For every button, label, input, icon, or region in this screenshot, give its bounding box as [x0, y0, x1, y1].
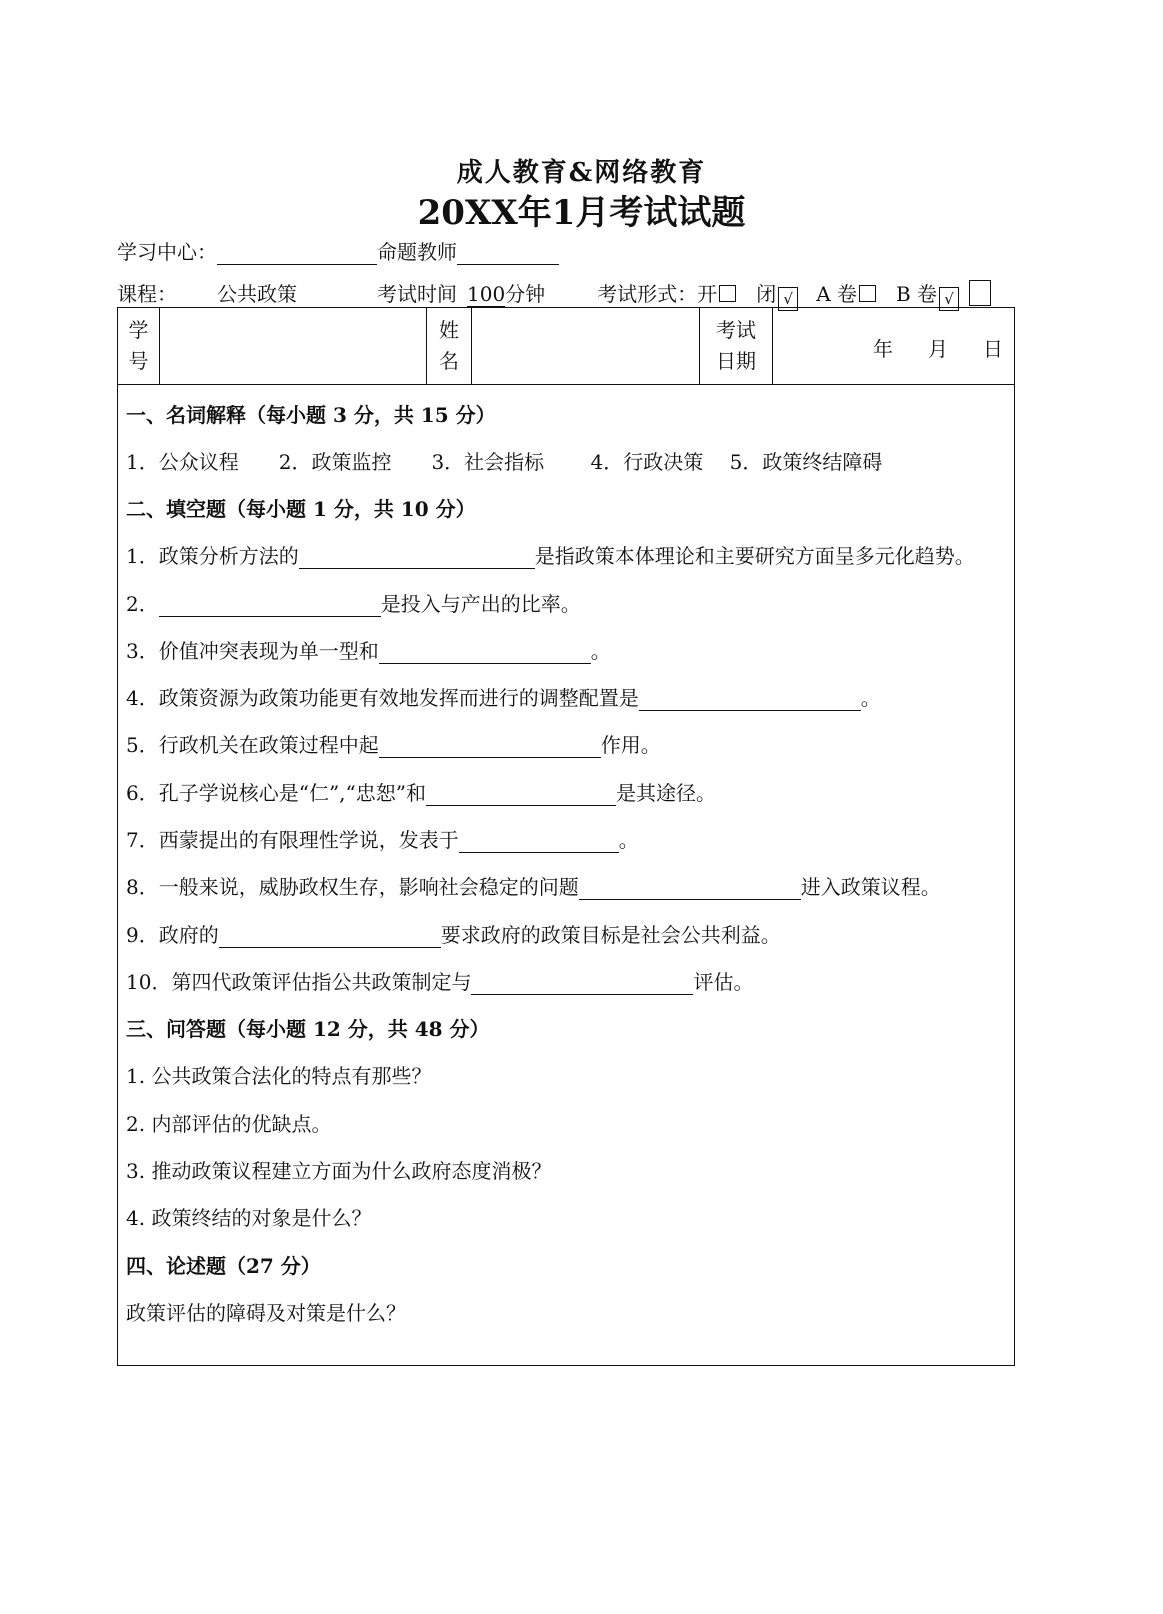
paper-a-label: A 卷	[816, 282, 857, 306]
exam-date-field[interactable]	[773, 308, 1016, 384]
essay-question-4: 4. 政策终结的对象是什么？	[126, 1206, 372, 1230]
center-label: 学习中心：	[117, 240, 217, 264]
fill-question-5: 5．行政机关在政策过程中起 作用。	[126, 733, 661, 757]
fill-blank-5[interactable]	[379, 735, 601, 758]
fill-blank-2[interactable]	[159, 594, 381, 617]
student-name-label	[427, 308, 472, 384]
fill-question-2: 2． 是投入与产出的比率。	[126, 592, 581, 616]
student-name-label-top: 姓	[439, 318, 459, 342]
month-label: 月	[928, 337, 948, 361]
meta-line-1	[117, 236, 559, 265]
fill-question-3: 3．价值冲突表现为单一型和 。	[126, 639, 611, 663]
exam-body	[117, 384, 1015, 1366]
section-4-title: 四、论述题（27 分）	[126, 1254, 321, 1278]
student-id-field[interactable]	[160, 308, 427, 384]
section-1-title: 一、名词解释（每小题 3 分，共 15 分）	[126, 403, 496, 427]
student-id-label-top: 学	[128, 318, 149, 342]
fill-question-7: 7．西蒙提出的有限理性学说，发表于 。	[126, 828, 639, 852]
fill-blank-3[interactable]	[379, 641, 591, 664]
paper-b-checkbox[interactable]: √	[939, 287, 959, 311]
fill-blank-4[interactable]	[639, 688, 861, 711]
form-label: 考试形式：开	[597, 282, 718, 306]
exam-date-label-bottom: 日期	[716, 349, 756, 373]
section-1-items: 1．公众议程 2．政策监控 3．社会指标 4．行政决策 5．政策终结障碍	[126, 450, 883, 474]
fill-blank-1[interactable]	[299, 546, 535, 569]
paper-a-checkbox[interactable]	[859, 285, 876, 302]
fill-question-4: 4．政策资源为政策功能更有效地发挥而进行的调整配置是 。	[126, 686, 881, 710]
closed-checkbox[interactable]: √	[778, 287, 798, 311]
essay-question-3: 3. 推动政策议程建立方面为什么政府态度消极？	[126, 1159, 552, 1183]
discussion-question: 政策评估的障碍及对策是什么？	[126, 1301, 406, 1325]
fill-question-1: 1．政策分析方法的 是指政策本体理论和主要研究方面呈多元化趋势。	[126, 544, 975, 568]
section-3-title: 三、问答题（每小题 12 分，共 48 分）	[126, 1017, 490, 1041]
exam-title: 20XX年1月考试试题	[417, 193, 746, 233]
fill-blank-7[interactable]	[459, 830, 619, 853]
fill-blank-8[interactable]	[579, 877, 801, 900]
fill-blank-6[interactable]	[426, 783, 616, 806]
teacher-label: 命题教师	[377, 240, 457, 264]
essay-question-1: 1. 公共政策合法化的特点有那些？	[126, 1064, 432, 1088]
fill-question-9: 9．政府的 要求政府的政策目标是社会公共利益。	[126, 923, 781, 947]
exam-date-label	[700, 308, 773, 384]
student-id-label	[118, 308, 160, 384]
time-label: 考试时间	[377, 282, 457, 306]
fill-blank-9[interactable]	[219, 925, 441, 948]
time-value: 100	[467, 282, 506, 306]
paper-b-label: B 卷	[896, 282, 938, 306]
fill-question-6: 6．孔子学说核心是“仁”,“忠恕”和 是其途径。	[126, 781, 716, 805]
time-unit: 分钟	[505, 282, 546, 306]
student-id-label-bottom: 号	[128, 349, 149, 373]
course-value: 公共政策	[187, 278, 315, 308]
closed-label: 闭	[756, 282, 777, 306]
open-checkbox[interactable]	[719, 285, 736, 302]
essay-question-2: 2. 内部评估的优缺点。	[126, 1112, 332, 1136]
exam-date-label-top: 考试	[716, 318, 756, 342]
teacher-field[interactable]	[457, 242, 559, 265]
day-label: 日	[983, 337, 1003, 361]
student-name-field[interactable]	[472, 308, 700, 384]
center-field[interactable]	[217, 242, 377, 265]
course-label: 课程：	[117, 282, 177, 306]
fill-question-8: 8．一般来说，威胁政权生存，影响社会稳定的问题 进入政策议程。	[126, 875, 941, 899]
extra-box[interactable]	[969, 280, 991, 306]
fill-question-10: 10．第四代政策评估指公共政策制定与 评估。	[126, 970, 754, 994]
section-2-title: 二、填空题（每小题 1 分，共 10 分）	[126, 497, 476, 521]
year-label: 年	[873, 337, 893, 361]
fill-blank-10[interactable]	[471, 972, 693, 995]
student-name-label-bottom: 名	[439, 349, 459, 373]
exam-institution-title: 成人教育&网络教育	[456, 158, 707, 188]
student-info-table	[117, 307, 1015, 385]
